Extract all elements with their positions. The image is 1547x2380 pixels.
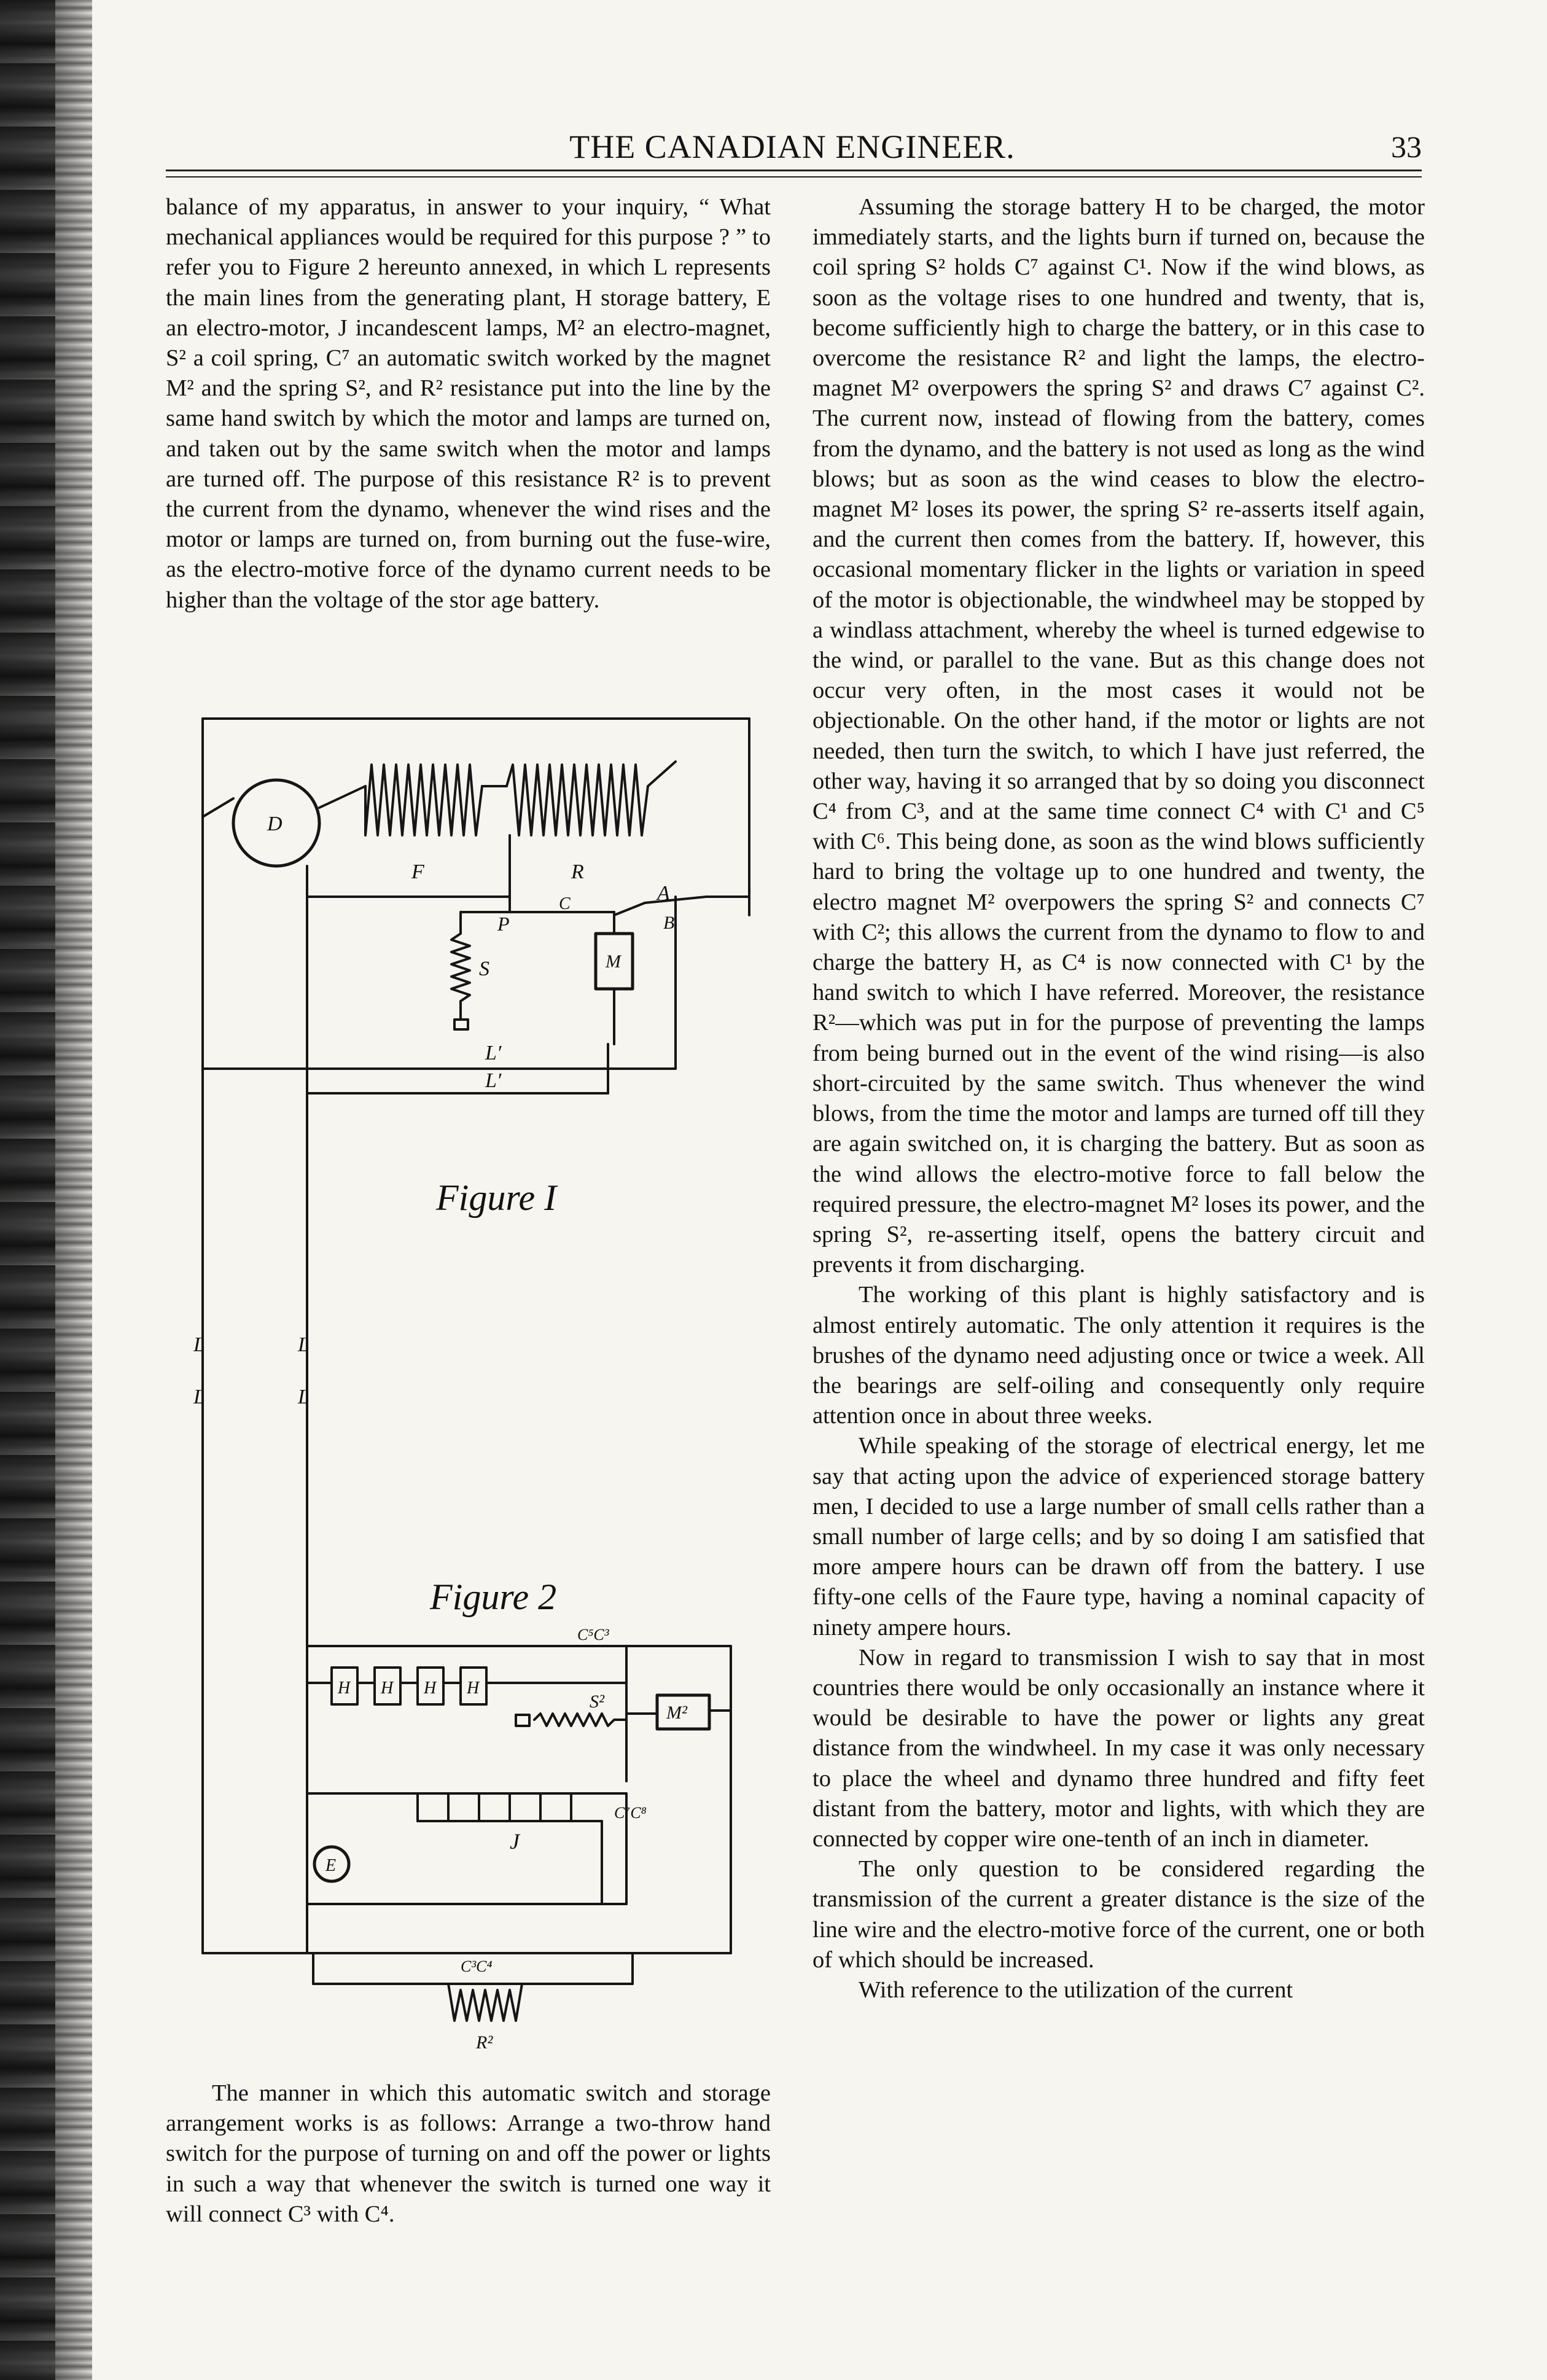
fig1-label-line-l2: L′ — [485, 1069, 502, 1092]
fig2-label-lamps: J — [510, 1829, 520, 1854]
fig2-cell-label-1: H — [338, 1679, 351, 1698]
fig2-label-switch-top: C⁵C³ — [577, 1626, 609, 1644]
fig1-label-resistance: R — [571, 860, 584, 883]
resistance-coil-zigzag — [507, 765, 648, 835]
fig1-dynamo-lead-right — [319, 786, 365, 808]
fig1-spring-coil — [451, 934, 470, 1001]
scan-binding-edge — [0, 0, 55, 2380]
field-coil-zigzag — [365, 765, 482, 835]
right-paragraph-3: While speaking of the storage of electrical energy, let me say that acting upon the advice of experienced storage battery men, I decided to use a large number of small cells rather than a small number of large cells; and by so doing I am satisfied that more ampere hours can be drawn off from the battery. I use fifty-one cells of the Faure type, having a nominal capacity of ninety ampere hours. — [812, 1433, 1425, 1641]
fig2-label-spring: S² — [590, 1691, 604, 1712]
fig2-cell-label-4: H — [467, 1679, 480, 1698]
left-column-bottom — [166, 2078, 771, 2230]
fig2-spring-anchor — [516, 1715, 529, 1726]
fig1-label-main-l-left: L — [193, 1333, 205, 1356]
figure2-drawing — [203, 1413, 731, 2021]
right-paragraph-6: With reference to the utilization of the current — [859, 1976, 1293, 2003]
right-paragraph-1: Assuming the storage battery H to be charged, the motor immediately starts, and the lights burn if turned on, because the coil spring S² holds C⁷ against C¹. Now if the wind blows, as soon as the voltage rises to one hundred and twenty, that is, become sufficiently high to charge the battery, or in this case to overcome the resistance R² and light the lamps, the electro-magnet M² overpowers the spring S² and draws C⁷ against C². The current now, instead of flowing from the battery, comes from the dynamo, and the battery is not used as long as the wind blows; but as soon as the wind ceases to blow the electro-magnet M² loses its power, the spring S² re-asserts itself again, and the current then comes from the battery. If, however, this occasional momentary flicker in the lights or variation in speed of the motor is objectionable, the windwheel may be stopped by a windlass attachment, whereby the wheel is turned edgewise to the wind, or parallel to the vane. But as this change does not occur very often, in the most cases it would not be objectionable. On the other hand, if the motor or lights are not needed, then turn the switch, to which I have just referred, the other way, having it so arranged that by so doing you disconnect C⁴ from C³, and at the same time connect C⁴ with C¹ and C⁵ with C⁶. This being done, as soon as the wind blows sufficiently hard to bring the voltage up to one hundred and twenty, the electro magnet M² overpowers the spring S² and connects C⁷ with C²; this allows the current from the dynamo to flow to and charge the battery H, as C⁴ is now connected with C¹ by the hand switch to which I have referred. Moreover, the resistance R²—which was put in for the purpose of preventing the lamps from being burned out in the event of the wind rising—is also short-circuited by the same switch. Thus whenever the wind blows, from the time the motor and lamps are turned off till they are again switched on, it is charging the battery. But as soon as the wind allows the electro-motive force to fall below the required pressure, the electro-magnet M² loses its power, and the spring S², re-asserting itself, opens the battery circuit and prevents it from discharging. — [812, 194, 1425, 1278]
fig1-label-contact-b: B — [663, 913, 675, 933]
fig1-b-link — [614, 903, 645, 915]
fig1-spring-anchor — [454, 1020, 468, 1029]
fig1-label-magnet: M — [606, 951, 621, 972]
journal-title: THE CANADIAN ENGINEER. — [569, 128, 1015, 165]
fig1-label-spring: S — [479, 958, 489, 980]
header-rule-bottom — [166, 176, 1422, 178]
fig1-label-contact-a: A — [657, 882, 670, 905]
fig2-spring-coil — [534, 1714, 626, 1726]
right-paragraph-5: The only question to be considered regarding the transmission of the current a greater distance is the size of the line wire and the electro-motive force of the current, one or both of which should be increased. — [812, 1856, 1425, 1973]
figure2-caption: Figure 2 — [430, 1577, 557, 1617]
fig2-resistance-coil — [448, 1984, 522, 2021]
left-paragraph-2: The manner in which this automatic switch and storage arrangement works is as follows: Arrange a two-throw hand switch for the purpose of turning on and off the power or lights in such a way that whenever the switch is turned one way it will connect C³ with C⁴. — [166, 2080, 771, 2227]
fig2-cell-label-2: H — [381, 1679, 394, 1698]
fig2-label-main-l-left: L — [193, 1386, 205, 1408]
page-number: 33 — [1391, 130, 1422, 164]
fig2-label-main-l-right: L — [298, 1386, 310, 1408]
fig2-label-motor: E — [325, 1856, 337, 1875]
right-column — [812, 192, 1425, 2005]
fig2-cell-label-3: H — [424, 1679, 437, 1698]
right-paragraph-2: The working of this plant is highly satisfactory and is almost entirely automatic. The only attention it requires is the brushes of the dynamo need adjusting once or twice a week. All the bearings are self-oiling and consequently only require attention once in about three weeks. — [812, 1282, 1425, 1429]
fig1-res-lead — [648, 762, 676, 786]
fig2-label-magnet: M² — [666, 1703, 687, 1723]
fig1-label-dynamo: D — [267, 813, 283, 835]
figure1-caption: Figure I — [436, 1177, 557, 1218]
running-header — [163, 128, 1422, 165]
fig1-dynamo-lead-left — [203, 798, 233, 817]
right-paragraph-4: Now in regard to transmission I wish to say that in most countries there would be only occasionally an instance where it would be desirable to have the power or lights any great distance from the windwheel. In my case it was only necessary to place the wheel and dynamo three hundred and fifty feet distant from the battery, motor and lights, with which they are connected by copper wire one-tenth of an inch in diameter. — [812, 1644, 1425, 1852]
fig1-label-main-l-right: L — [298, 1333, 310, 1356]
left-column-top — [166, 192, 771, 615]
header-rule-top — [166, 170, 1422, 171]
circuit-diagrams — [166, 700, 780, 2076]
fig2-label-switch-bottom: C³C⁴ — [461, 1957, 493, 1975]
fig1-label-field: F — [411, 860, 424, 883]
fig2-label-resistance: R² — [476, 2032, 493, 2053]
fig2-label-switch-mid: C⁷C⁸ — [614, 1804, 647, 1822]
left-paragraph-1: balance of my apparatus, in answer to your inquiry, “ What mechanical appliances would be required for this purpose ? ” to refer you to Figure 2 hereunto annexed, in which L represents the main lines from the generating plant, H storage battery, E an electro-motor, J incandescent lamps, M² an electro-magnet, S² a coil spring, C⁷ an automatic switch worked by the magnet M² and the spring S², and R² resistance put into the line by the same hand switch by which the motor and lamps are turned on, and taken out by the same switch when the motor and lamps are turned off. The purpose of this resistance R² is to prevent the current from the dynamo, whenever the wind rises and the motor or lamps are turned on, from burning out the fuse-wire, as the electro-motive force of the dynamo current needs to be higher than the voltage of the stor age battery. — [166, 194, 771, 613]
fig1-label-point-p: P — [497, 913, 510, 935]
fig1-label-line-l1: L′ — [485, 1042, 502, 1064]
fig1-label-contact-c: C — [559, 894, 571, 913]
